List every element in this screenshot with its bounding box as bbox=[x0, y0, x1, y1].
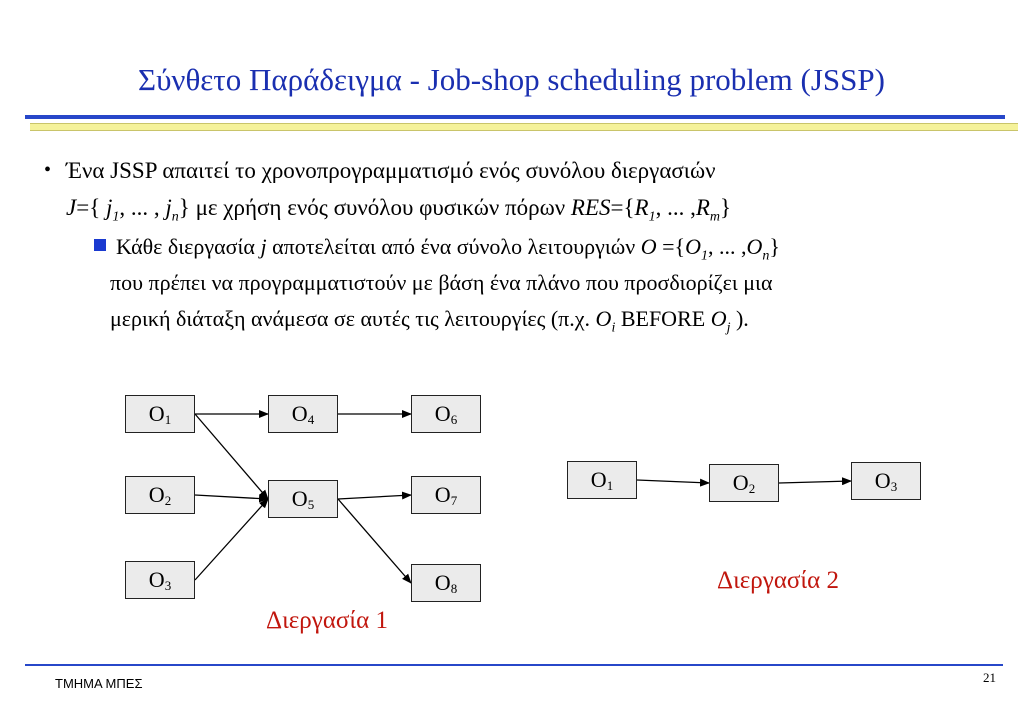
operation-node-p2 bbox=[709, 464, 779, 502]
sub-bullet-line-2: που πρέπει να προγραμματιστούν με βάση ένα πλάνο που προσδιορίζει μια bbox=[110, 270, 773, 295]
operation-node-p1 bbox=[567, 461, 637, 499]
set-j: J bbox=[66, 195, 77, 220]
text-seg: } bbox=[720, 195, 732, 220]
text-seg: } bbox=[769, 234, 780, 259]
text-seg: BEFORE bbox=[615, 306, 711, 331]
text-seg: m bbox=[709, 209, 721, 225]
node-subscript: 1 bbox=[606, 478, 614, 493]
node-subscript: 3 bbox=[890, 479, 898, 494]
node-subscript: 3 bbox=[164, 578, 172, 593]
operation-node-o5 bbox=[268, 480, 338, 518]
text-seg: Κάθε διεργασία bbox=[116, 234, 261, 259]
edge-o2-o5 bbox=[195, 495, 268, 499]
operation-node-o3 bbox=[125, 561, 195, 599]
text-seg: O bbox=[595, 306, 612, 331]
text-seg: μερική διάταξη ανάμεσα σε αυτές τις λειτουργίες (π.χ. bbox=[110, 306, 596, 331]
text-seg: ={ bbox=[76, 195, 106, 220]
text-seg: , ... , bbox=[707, 234, 747, 259]
operation-node-o6 bbox=[411, 395, 481, 433]
operation-node-o1 bbox=[125, 395, 195, 433]
text-seg: 1 bbox=[700, 248, 708, 264]
text-seg: O bbox=[685, 234, 701, 259]
node-label: O bbox=[732, 470, 749, 495]
page-number: 21 bbox=[983, 670, 996, 685]
text-seg: O bbox=[640, 234, 657, 259]
node-subscript: 7 bbox=[450, 493, 458, 508]
text-seg: , ... , bbox=[119, 195, 166, 220]
text-seg: j bbox=[260, 234, 267, 259]
set-res: RES bbox=[570, 195, 611, 220]
text-seg: ={ bbox=[656, 234, 686, 259]
node-label: O bbox=[590, 467, 607, 492]
edge-o1-o5 bbox=[195, 414, 268, 499]
text-seg: O bbox=[746, 234, 763, 259]
node-subscript: 5 bbox=[307, 497, 315, 512]
bullet-dot: • bbox=[44, 159, 52, 181]
node-label: O bbox=[148, 567, 165, 592]
node-label: O bbox=[291, 486, 308, 511]
node-subscript: 1 bbox=[164, 412, 172, 427]
slide-title: Σύνθετο Παράδειγμα - Job-shop scheduling problem (JSSP) bbox=[138, 62, 885, 97]
operation-node-o8 bbox=[411, 564, 481, 602]
operation-node-p3 bbox=[851, 462, 921, 500]
footer-department: ΤΜΗΜΑ ΜΠΕΣ bbox=[55, 676, 143, 691]
text-seg: αποτελείται από ένα σύνολο λειτουργιών bbox=[266, 234, 641, 259]
operation-node-o4 bbox=[268, 395, 338, 433]
node-label: O bbox=[434, 401, 451, 426]
text-seg: i bbox=[611, 320, 616, 336]
text-seg: j bbox=[726, 320, 731, 336]
node-subscript: 2 bbox=[748, 481, 756, 496]
text-seg: j bbox=[165, 195, 172, 220]
text-seg: , ... , bbox=[655, 195, 696, 220]
process-1-caption: Διεργασία 1 bbox=[266, 607, 388, 634]
process-2-caption: Διεργασία 2 bbox=[717, 567, 839, 594]
text-seg: R bbox=[634, 195, 649, 220]
node-subscript: 6 bbox=[450, 412, 458, 427]
text-seg: n bbox=[762, 248, 770, 264]
node-label: O bbox=[434, 482, 451, 507]
edge-o5-o7 bbox=[338, 495, 411, 499]
text-seg: 1 bbox=[112, 209, 120, 225]
text-seg: ). bbox=[730, 306, 749, 331]
footer-rule bbox=[25, 664, 1003, 666]
text-seg: 1 bbox=[648, 209, 656, 225]
node-subscript: 4 bbox=[307, 412, 315, 427]
bullet-line-1: Ένα JSSP απαιτεί το χρονοπρογραμματισμό ενός συνόλου διεργασιών bbox=[66, 158, 716, 183]
node-subscript: 8 bbox=[450, 581, 458, 596]
edge-p1-p2 bbox=[637, 480, 709, 483]
edge-p2-p3 bbox=[779, 481, 851, 483]
edge-o3-o5 bbox=[195, 499, 268, 580]
text-seg: O bbox=[710, 306, 727, 331]
operation-node-o2 bbox=[125, 476, 195, 514]
node-label: O bbox=[148, 401, 165, 426]
operation-node-o7 bbox=[411, 476, 481, 514]
edge-o5-o8 bbox=[338, 499, 411, 583]
text-seg: με χρήση ενός συνόλου φυσικών πόρων bbox=[189, 195, 571, 220]
node-label: O bbox=[291, 401, 308, 426]
text-seg: j bbox=[105, 195, 113, 220]
text-seg: ={ bbox=[610, 195, 635, 220]
node-label: O bbox=[148, 482, 165, 507]
text-seg: } bbox=[178, 195, 190, 220]
node-label: O bbox=[874, 468, 891, 493]
node-subscript: 2 bbox=[164, 493, 172, 508]
text-seg: n bbox=[171, 209, 179, 225]
text-seg: R bbox=[695, 195, 710, 220]
node-label: O bbox=[434, 570, 451, 595]
